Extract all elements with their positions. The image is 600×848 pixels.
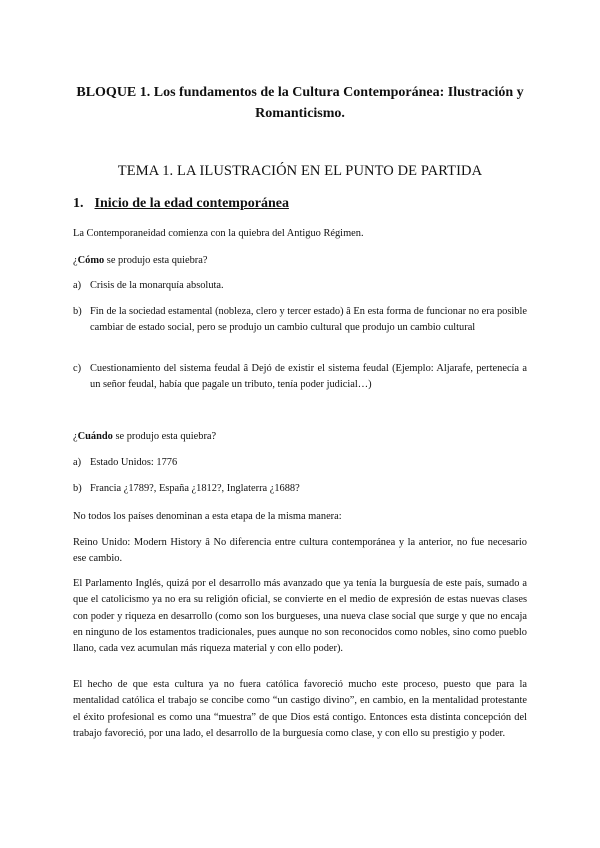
list-item (73, 278, 527, 294)
list-text: Francia ¿1789?, España ¿1812?, Inglaterra ¿1688? (90, 483, 300, 494)
list-item (73, 455, 527, 471)
question-mark: ¿ (73, 255, 78, 266)
list-marker: b) (73, 483, 82, 494)
paragraph: No todos los países denominan a esta etapa de la misma manera: (73, 511, 342, 522)
block-title: BLOQUE 1. Los fundamentos de la Cultura Contemporánea: Ilustración y Romanticismo. (76, 85, 524, 121)
paragraph: El Parlamento Inglés, quizá por el desarrollo más avanzado que ya tenía la burguesía de este país, sumado a que el catolicismo ya no era su religión oficial, se convierte en el medio de expresión de estas nuevas clases con poder y riqueza en desarrollo (como son los burgueses, una nueva clase social que surge y que no encaja en ninguno de los estamentos tradicionales, pues aunque no son reconocidos como nobles, sino como pueblo llano, cada vez acumulan más riqueza material y con ello poder). (73, 578, 527, 655)
question-como (73, 253, 527, 269)
question-keyword: Cuándo (77, 431, 113, 442)
intro-paragraph: La Contemporaneidad comienza con la quiebra del Antiguo Régimen. (73, 228, 364, 239)
section-heading (73, 196, 289, 212)
list-marker: a) (73, 280, 82, 291)
list-marker: b) (73, 306, 82, 317)
list-item (73, 361, 527, 394)
list-marker: c) (73, 363, 82, 374)
list-item (73, 304, 527, 337)
paragraph: El hecho de que esta cultura ya no fuera católica favoreció mucho este proceso, puesto que para la mentalidad católica el trabajo se concibe como “un castigo divino”, en cambio, en la mentalidad protestante el éxito profesional es como una “muestra” de que Dios está contigo. Entonces esta distinta concepción del trabajo favoreció, por una lado, el desarrollo de la burguesía como clase, y con ello su prestigio y poder. (73, 679, 527, 739)
paragraph: Reino Unido: Modern History â No diferencia entre cultura contemporánea y la anterior, no fue necesario ese cambio. (73, 537, 527, 565)
question-text: se produjo esta quiebra? (104, 255, 208, 266)
list-text: Crisis de la monarquía absoluta. (90, 280, 224, 291)
list-text: Fin de la sociedad estamental (nobleza, clero y tercer estado) â En esta forma de funcionar no era posible cambiar de estado social, pero se produjo un cambio cultural que produjo un cambio cultural (90, 306, 527, 334)
section-title: Inicio de la edad contemporánea (94, 196, 289, 211)
question-cuando (73, 429, 527, 445)
question-text: se produjo esta quiebra? (112, 431, 217, 442)
question-keyword: Cómo (77, 255, 105, 266)
list-item (73, 481, 527, 497)
list-text: Estado Unidos: 1776 (90, 457, 178, 468)
question-mark: ¿ (73, 431, 78, 442)
list-text: Cuestionamiento del sistema feudal â Dejó de existir el sistema feudal (Ejemplo: Aljarafe, pertenecía a un señor feudal, había que pagale un tributo, tenía poder judicial…) (90, 363, 527, 391)
section-number: 1. (73, 196, 84, 211)
tema-heading: TEMA 1. LA ILUSTRACIÓN EN EL PUNTO DE PARTIDA (117, 163, 483, 179)
list-marker: a) (73, 457, 82, 468)
